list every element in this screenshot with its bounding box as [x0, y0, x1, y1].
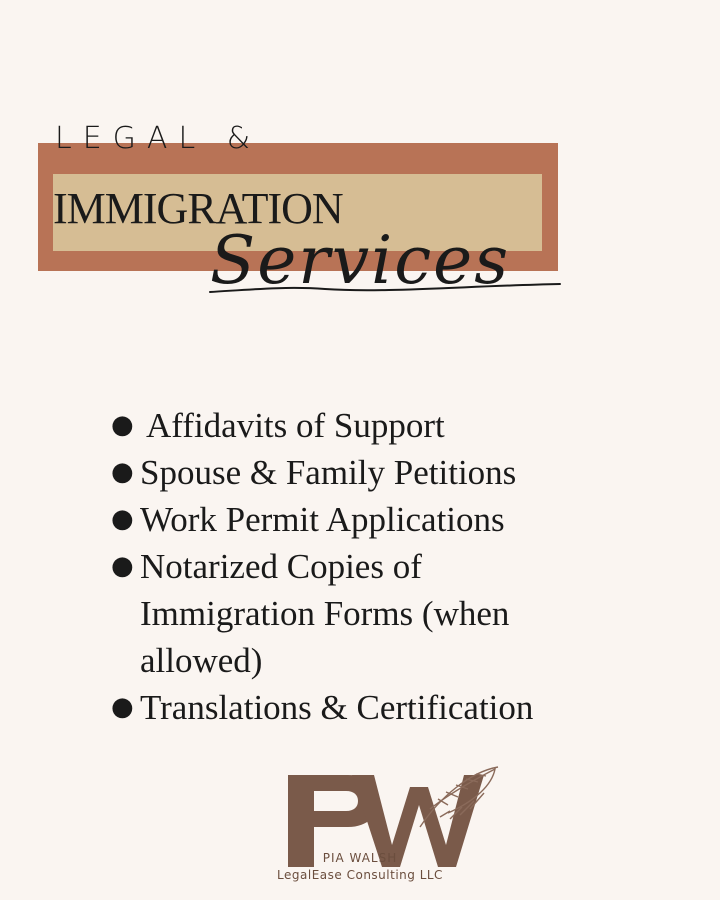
list-item [105, 496, 705, 543]
heading-immigration: IMMIGRATION [53, 184, 343, 233]
bullet-icon: ● [111, 551, 134, 581]
logo-name: PIA WALSH [322, 851, 398, 865]
bullet-icon: ● [111, 504, 134, 534]
list-item [105, 402, 705, 449]
bullet-icon: ● [111, 457, 134, 487]
bullet-icon: ● [111, 692, 134, 722]
logo-company: LegalEase Consulting LLC [277, 868, 443, 882]
service-label: Spouse & Family Petitions [140, 453, 517, 492]
heading-legal: LEGAL & [55, 121, 262, 156]
list-item [105, 543, 580, 684]
service-label: Translations & Certification [140, 688, 534, 727]
heading-services-script: Services [210, 222, 511, 299]
script-underline-flourish [205, 280, 565, 310]
list-item [105, 684, 705, 731]
service-label: Work Permit Applications [140, 500, 505, 539]
bullet-icon: ● [111, 410, 134, 440]
services-list [105, 402, 705, 731]
title-block [0, 0, 720, 340]
list-item [105, 449, 705, 496]
service-label: Notarized Copies of Immigration Forms (when allowed) [140, 547, 510, 680]
service-label: Affidavits of Support [146, 406, 445, 445]
